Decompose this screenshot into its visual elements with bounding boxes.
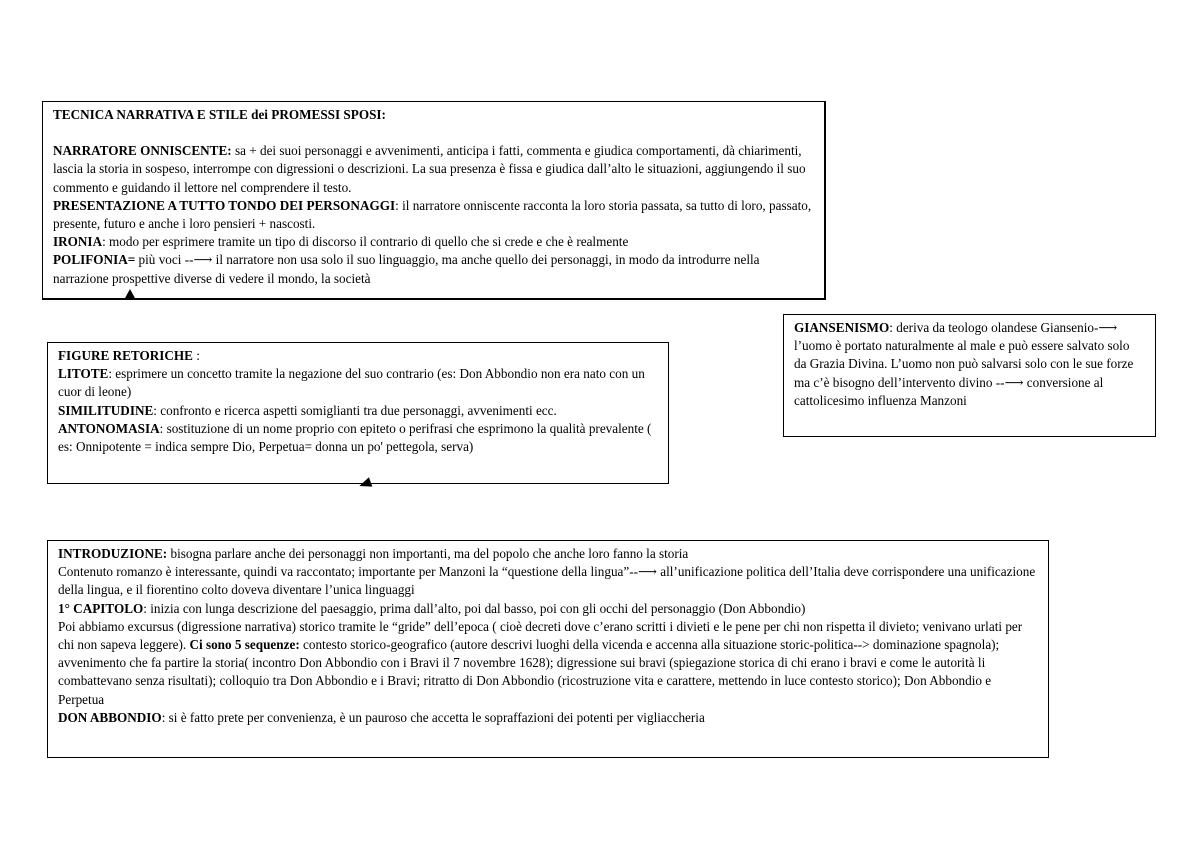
giansenismo-paragraph [794, 319, 1145, 410]
introduzione-term: INTRODUZIONE: [58, 546, 168, 561]
don-abbondio-paragraph [58, 709, 1038, 727]
narratore-text: sa + dei suoi personaggi e avvenimenti, anticipa i fatti, commenta e giudica comportamenti, dà chiarimenti, lascia la storia in sospeso, interrompe con digressioni o descrizioni. La sua presenza è fissa e giudica dall’alto le situazioni, aggiungendo il suo commento e guidando il lettore nel comprendere il testo. [53, 143, 806, 195]
ironia-text: : modo per esprimere tramite un tipo di discorso il contrario di quello che si crede e che è realmente [102, 234, 629, 250]
introduzione-text: bisogna parlare anche dei personaggi non importanti, ma del popolo che anche loro fanno la storia [167, 546, 689, 561]
giansenismo-box [783, 314, 1156, 437]
litote-text: : esprimere un concetto tramite la negazione del suo contrario (es: Don Abbondio non era nato con un cuor di leone) [58, 366, 645, 400]
capitolo-text: : inizia con lunga descrizione del paesaggio, prima dall’alto, poi dal basso, poi con gli occhi del personaggio (Don Abbondio) [143, 600, 806, 616]
ironia-paragraph [53, 233, 814, 251]
litote-paragraph [58, 365, 658, 401]
capitolo-term: 1° CAPITOLO [58, 600, 144, 616]
giansenismo-term: GIANSENISMO [794, 320, 890, 335]
figure-title: FIGURE RETORICHE : [58, 348, 200, 363]
litote-term: LITOTE [58, 366, 109, 382]
ironia-term: IRONIA [53, 234, 103, 250]
presentazione-term: PRESENTAZIONE A TUTTO TONDO DEI PERSONAGGI [53, 197, 396, 213]
introduzione-paragraph [58, 545, 1038, 563]
arrowhead-icon [124, 289, 136, 300]
excursus-paragraph [58, 618, 1038, 709]
antonomasia-term: ANTONOMASIA [58, 420, 160, 436]
figure-retoriche-box [47, 342, 669, 484]
tecnica-title: TECNICA NARRATIVA E STILE dei PROMESSI SPOSI: [53, 107, 386, 122]
excursus-text-b: contesto storico-geografico (autore descrivi luoghi della vicenda e accenna alla situazione storic-politica--> dominazione spagnola); avvenimento che fa partire la storia( incontro Don Abbondio con i Bravi il 7 novembre 1628); digressione sui bravi (spiegazione storica di chi erano i bravi e come le autorità li combattevano senza risultati); colloquio tra Don Abbondio e i Bravi; ritratto di Don Abbondio (ricostruzione vita e carattere, mettendo in luce contesto storico); Don Abbondio e Perpetua [58, 637, 1000, 707]
don-abbondio-text: : si è fatto prete per convenienza, è un pauroso che accetta le sopraffazioni dei potenti per vigliaccheria [161, 709, 705, 725]
narratore-term: NARRATORE ONNISCENTE: [53, 143, 232, 159]
antonomasia-text: : sostituzione di un nome proprio con epiteto o perifrasi che esprimono la qualità prevalente ( es: Onnipotente = indica sempre Dio, Perpetua= donna un po' pettegola, serva) [58, 420, 652, 455]
antonomasia-paragraph [58, 420, 658, 456]
similitudine-term: SIMILITUDINE [58, 402, 154, 418]
polifonia-text: più voci --⟶ il narratore non usa solo il suo linguaggio, ma anche quello dei personaggi, in modo da introdurre nella narrazione prospettive diverse di vedere il mondo, la società [53, 252, 760, 286]
similitudine-paragraph [58, 402, 658, 420]
excursus-text-a: Poi abbiamo excursus (digressione narrativa) storico tramite le “gride” dell’epoca ( cioè decreti dove c’erano scritti i divieti e le pene per chi non rispetta il divieto; venivano urlati per chi non sapeva leggere). [58, 618, 1023, 653]
don-abbondio-term: DON ABBONDIO [58, 709, 162, 725]
tecnica-narrativa-box [42, 101, 826, 300]
introduzione-box [47, 540, 1049, 758]
sequenze-term: Ci sono 5 sequenze: [189, 637, 300, 653]
presentazione-paragraph [53, 197, 814, 233]
similitudine-text: : confronto e ricerca aspetti somiglianti tra due personaggi, avvenimenti ecc. [153, 402, 557, 418]
spacer [53, 124, 814, 142]
polifonia-paragraph [53, 251, 814, 287]
capitolo-paragraph [58, 600, 1038, 618]
polifonia-term: POLIFONIA= [53, 252, 136, 268]
narratore-paragraph [53, 142, 814, 197]
presentazione-text: : il narratore onniscente racconta la loro storia passata, sa tutto di loro, passato, presente, futuro e anche i loro pensieri + nascosti. [53, 197, 812, 232]
giansenismo-text: : deriva da teologo olandese Giansenio-⟶ l’uomo è portato naturalmente al male e può essere salvato solo da Grazia Divina. L’uomo non può salvarsi solo con le sue forze ma c’è bisogno dell’intervento divino --⟶ conversione al cattolicesimo influenza Manzoni [794, 320, 1134, 408]
contenuto-paragraph: Contenuto romanzo è interessante, quindi va raccontato; importante per Manzoni la “questione della lingua”--⟶ all’unificazione politica dell’Italia deve corrispondere una unificazione della lingua, e il fiorentino colto doveva diventare l’unica linguaggi [58, 564, 1036, 598]
